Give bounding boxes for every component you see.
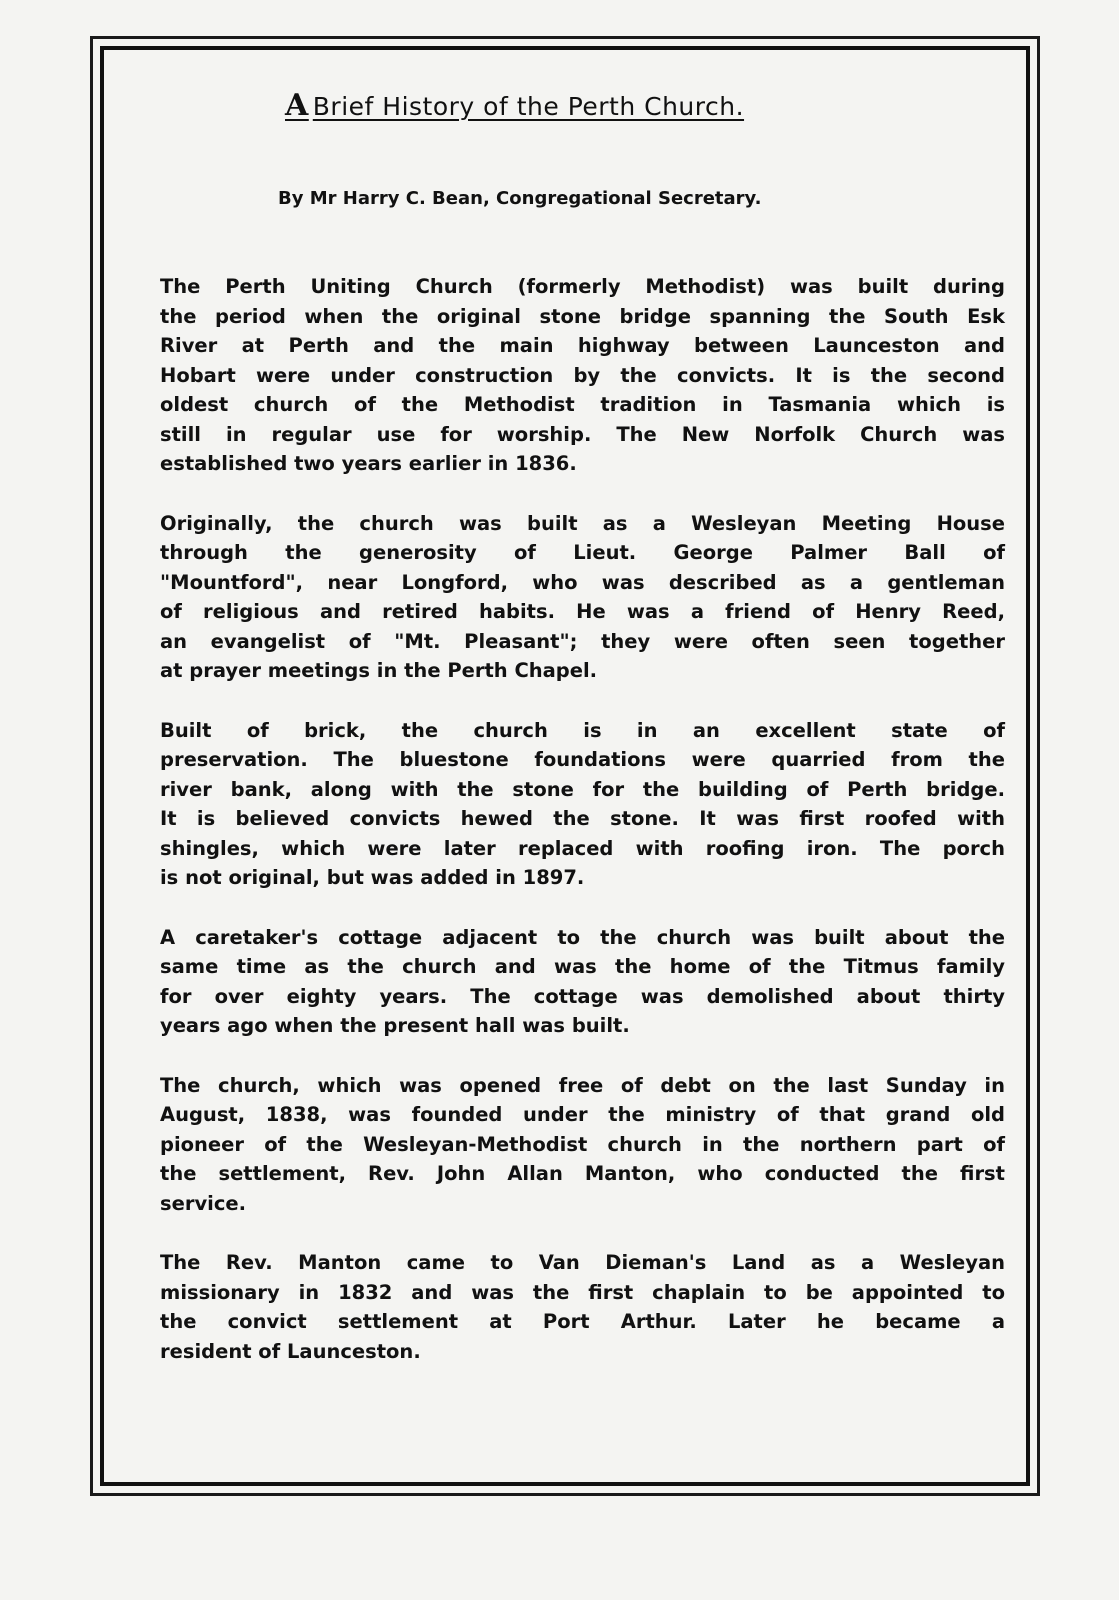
paragraph: [160, 923, 1005, 1041]
text-line: an evangelist of "Mt. Pleasant"; they were often seen together: [160, 629, 1005, 653]
text-line: pioneer of the Wesleyan-Methodist church in the northern part of: [160, 1132, 1005, 1156]
text-line: The church, which was opened free of debt on the last Sunday in: [160, 1073, 1005, 1097]
text-line: Hobart were under construction by the convicts. It is the second: [160, 363, 1005, 387]
text-line: is not original, but was added in 1897.: [160, 866, 585, 889]
text-line: Originally, the church was built as a Wesleyan Meeting House: [160, 511, 1005, 535]
text-line: of religious and retired habits. He was a friend of Henry Reed,: [160, 600, 1005, 623]
text-line: oldest church of the Methodist tradition in Tasmania which is: [160, 393, 1005, 416]
document-body: [160, 272, 1005, 1396]
text-line: The Perth Uniting Church (formerly Methodist) was built during: [160, 275, 1005, 298]
text-line: The Rev. Manton came to Van Dieman's Land as a Wesleyan: [160, 1251, 1005, 1274]
text-line: the settlement, Rev. John Allan Manton, who conducted the first: [160, 1162, 1005, 1185]
document-title: [285, 88, 744, 123]
text-line: missionary in 1832 and was the first chaplain to be appointed to: [160, 1280, 1005, 1304]
text-line: Built of brick, the church is in an excellent state of: [160, 718, 1005, 742]
text-line: service.: [160, 1191, 247, 1215]
text-line: shingles, which were later replaced with roofing iron. The porch: [160, 836, 1005, 860]
text-line: for over eighty years. The cottage was demolished about thirty: [160, 984, 1005, 1008]
text-line: same time as the church and was the home of the Titmus family: [160, 955, 1005, 978]
text-line: August, 1838, was founded under the ministry of that grand old: [160, 1103, 1005, 1126]
text-line: through the generosity of Lieut. George Palmer Ball of: [160, 541, 1005, 564]
text-line: the period when the original stone bridge spanning the South Esk: [160, 304, 1005, 328]
paragraph: [160, 1248, 1005, 1366]
text-line: resident of Launceston.: [160, 1339, 421, 1363]
text-line: preservation. The bluestone foundations were quarried from the: [160, 748, 1005, 771]
paragraph: [160, 716, 1005, 893]
text-line: It is believed convicts hewed the stone. It was first roofed with: [160, 807, 1005, 830]
text-line: A caretaker's cottage adjacent to the church was built about the: [160, 925, 1005, 949]
text-line: established two years earlier in 1836.: [160, 452, 577, 475]
text-line: the convict settlement at Port Arthur. Later he became a: [160, 1310, 1005, 1333]
title-dropcap: A: [285, 88, 309, 123]
paragraph: [160, 1071, 1005, 1219]
paragraph: [160, 272, 1005, 479]
text-line: years ago when the present hall was built.: [160, 1014, 630, 1037]
text-line: at prayer meetings in the Perth Chapel.: [160, 659, 598, 682]
paragraph: [160, 509, 1005, 686]
byline: By Mr Harry C. Bean, Congregational Secretary.: [278, 188, 762, 209]
text-line: river bank, along with the stone for the building of Perth bridge.: [160, 777, 1005, 801]
text-line: River at Perth and the main highway between Launceston and: [160, 334, 1005, 357]
text-line: still in regular use for worship. The New Norfolk Church was: [160, 422, 1005, 446]
text-line: "Mountford", near Longford, who was described as a gentleman: [160, 570, 1005, 594]
title-text: Brief History of the Perth Church.: [312, 92, 745, 121]
